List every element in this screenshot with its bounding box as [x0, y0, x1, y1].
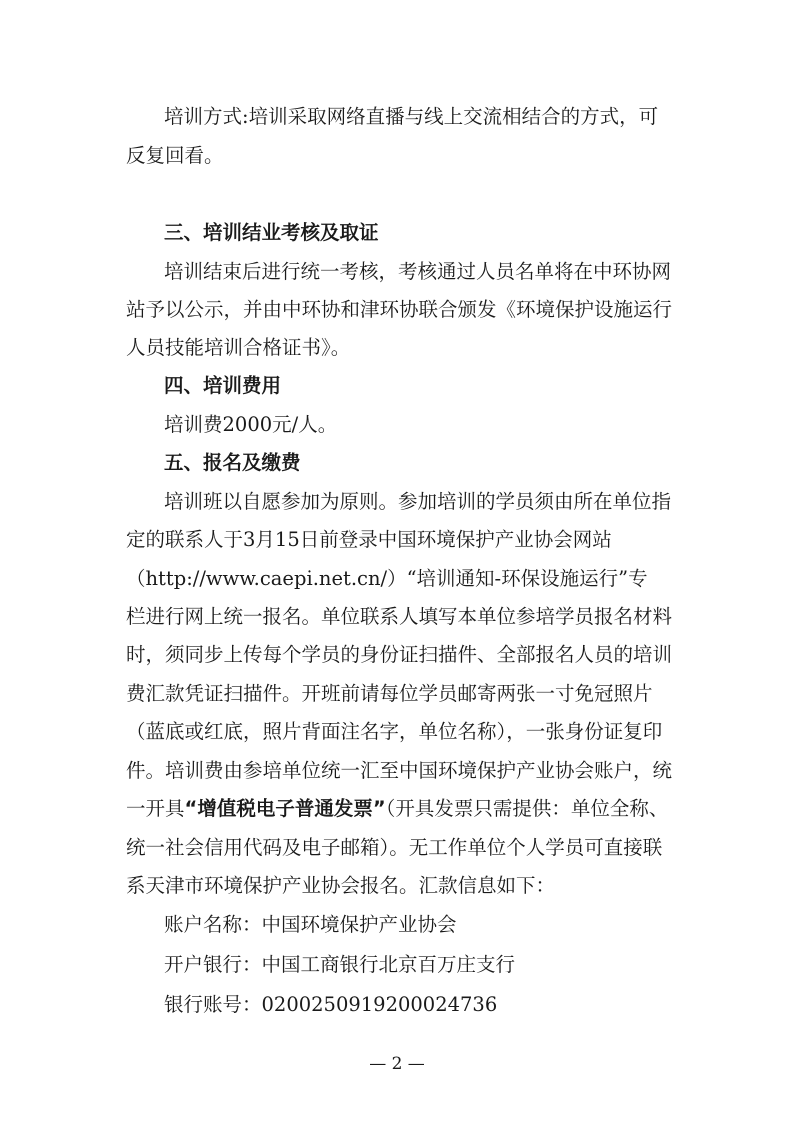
- bank-name: 开户银行：中国工商银行北京百万庄支行: [164, 953, 516, 976]
- section-5-line-9: [126, 790, 668, 828]
- section-5-line-10: 统一社会信用代码及电子邮箱）。无工作单位个人学员可直接联: [126, 836, 663, 859]
- bank-account-number: 银行账号：0200250919200024736: [164, 993, 498, 1016]
- section-5-line-7: （蓝底或红底，照片背面注名字，单位名称），一张身份证复印: [126, 720, 663, 743]
- section-5-line-6: 费汇款凭证扫描件。开班前请每位学员邮寄两张一寸免冠照片: [126, 682, 653, 705]
- section-5-line-8: 件。培训费由参培单位统一汇至中国环境保护产业协会账户，统: [126, 759, 673, 782]
- section-4-heading: 四、培训费用: [164, 374, 282, 397]
- section-5-line-9-pre: 一开具: [126, 797, 185, 820]
- section-5-line-1: 培训班以自愿参加为原则。参加培训的学员须由所在单位指: [164, 490, 672, 513]
- section-3-line-3: 人员技能培训合格证书》。: [126, 336, 351, 359]
- section-5-line-9-post: （开具发票只需提供：单位全称、: [385, 797, 669, 820]
- bank-account-name: 账户名称：中国环境保护产业协会: [164, 913, 457, 936]
- training-method-line-1: 培训方式:培训采取网络直播与线上交流相结合的方式，可: [164, 105, 659, 128]
- training-method-line-2: 反复回看。: [126, 144, 224, 167]
- section-5-line-3: （http://www.caepi.net.cn/）“培训通知-环保设施运行”专: [126, 567, 648, 590]
- page-number: — 2 —: [369, 1054, 425, 1074]
- section-5-line-11: 系天津市环境保护产业协会报名。汇款信息如下：: [126, 874, 556, 897]
- invoice-type-emphasis: “增值税电子普通发票”: [184, 797, 386, 820]
- section-3-line-1: 培训结束后进行统一考核，考核通过人员名单将在中环协网: [164, 260, 672, 283]
- section-5-line-4: 栏进行网上统一报名。单位联系人填写本单位参培学员报名材料: [126, 605, 673, 628]
- section-3-line-2: 站予以公示，并由中环协和津环协联合颁发《环境保护设施运行: [126, 298, 673, 321]
- section-4-line-1: 培训费2000元/人。: [164, 413, 338, 436]
- section-3-heading: 三、培训结业考核及取证: [164, 221, 379, 244]
- section-5-line-5: 时，须同步上传每个学员的身份证扫描件、全部报名人员的培训: [126, 643, 673, 666]
- section-5-heading: 五、报名及缴费: [164, 451, 301, 474]
- section-5-line-2: 定的联系人于3月15日前登录中国环境保护产业协会网站: [126, 528, 612, 551]
